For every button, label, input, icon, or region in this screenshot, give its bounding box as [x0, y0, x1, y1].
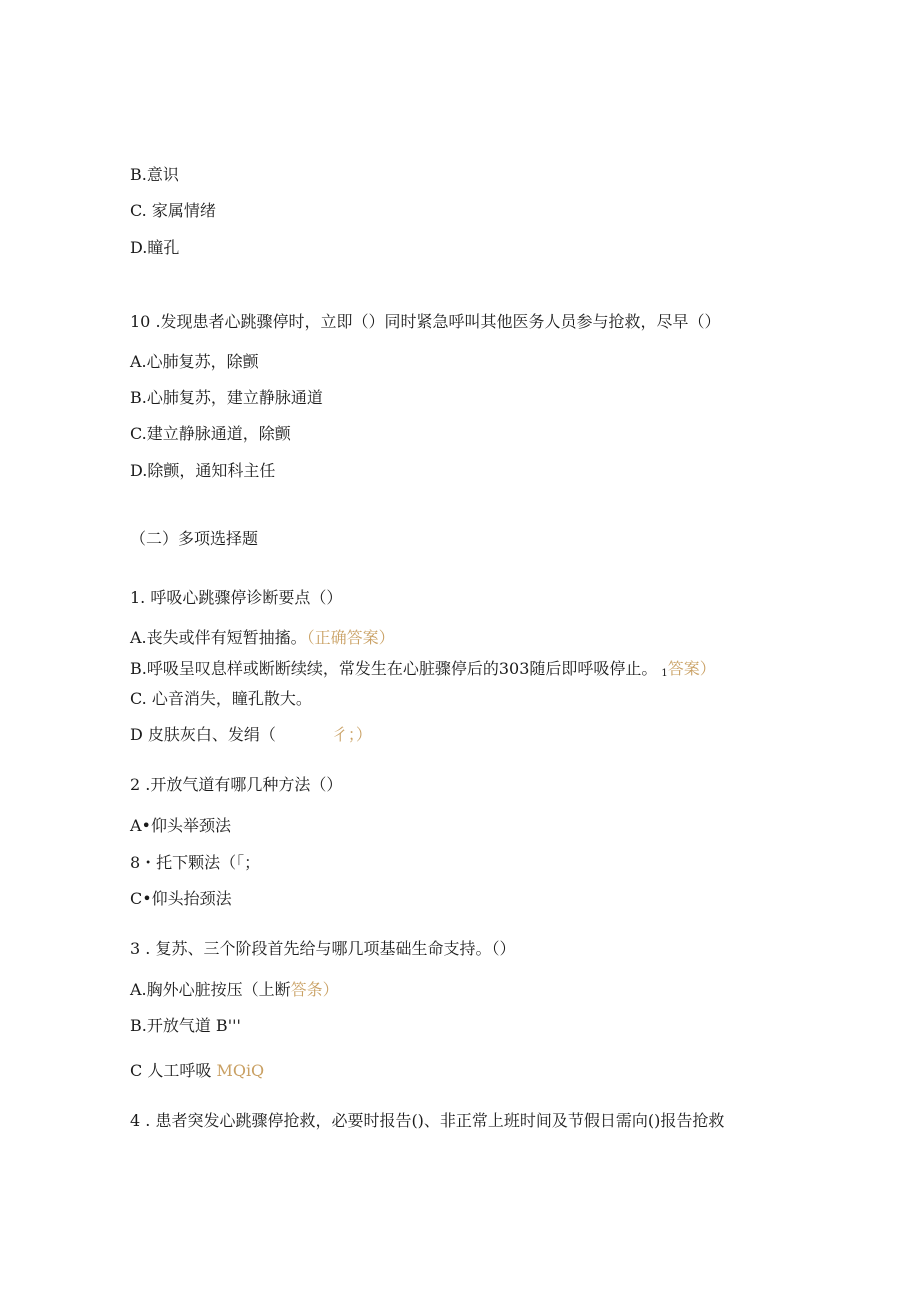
- m3-option-b: B.开放气道 B''': [130, 1016, 241, 1035]
- q9-option-d: D.瞳孔: [130, 238, 180, 257]
- m1-question: 1. 呼吸心跳骤停诊断要点（）: [130, 588, 343, 607]
- m2-question: 2 .开放气道有哪几种方法（）: [130, 775, 343, 794]
- m1-option-d-answer-mark: 彳；）: [331, 725, 372, 744]
- m3-option-a-answer-mark: 答条）: [290, 980, 339, 999]
- m1-option-a-text: A.丧失或伴有短暂抽搐。: [130, 628, 307, 647]
- m1-option-d-text: D 皮肤灰白、发绢（: [130, 725, 276, 744]
- q10-option-c: C.建立静脉通道，除颤: [130, 424, 291, 443]
- m1-option-b-subscript: 1: [661, 668, 668, 679]
- m3-option-c-text: C 人工呼吸: [130, 1061, 212, 1080]
- m2-option-b: 8・托下颗法（「；: [130, 853, 261, 872]
- m3-question: 3 . 复苏、三个阶段首先给与哪几项基础生命支持。（）: [130, 939, 516, 958]
- q9-option-c: C. 家属情绪: [130, 201, 216, 220]
- q9-option-b: B.意识: [130, 165, 179, 184]
- m1-option-d: [130, 725, 372, 745]
- m3-option-a-text: A.胸外心脏按压（上断: [130, 980, 291, 999]
- m3-option-c-answer-mark: MQiQ: [216, 1061, 265, 1080]
- m1-option-a: [130, 628, 395, 648]
- m1-option-b-answer-mark: 答案）: [667, 659, 716, 678]
- m2-option-a: A•仰头举颈法: [130, 816, 231, 835]
- m1-option-b-text: B.呼吸呈叹息样或断断续续，常发生在心脏骤停后的303随后即呼吸停止。: [130, 659, 658, 678]
- m1-option-b: [130, 659, 716, 684]
- q10-option-d: D.除颤，通知科主任: [130, 461, 276, 480]
- q10-question: 10 .发现患者心跳骤停时，立即（）同时紧急呼叫其他医务人员参与抢救，尽早（）: [130, 312, 721, 331]
- section-heading: （二）多项选择题: [130, 529, 259, 548]
- q10-option-b: B.心肺复苏，建立静脉通道: [130, 388, 323, 407]
- m1-option-a-answer-mark: （正确答案）: [306, 628, 395, 647]
- m3-option-a: [130, 980, 339, 1000]
- m2-option-c: C•仰头抬颈法: [130, 889, 232, 908]
- m3-option-c: [130, 1061, 264, 1081]
- q10-option-a: A.心肺复苏，除颤: [130, 352, 259, 371]
- m1-option-c: C. 心音消失，瞳孔散大。: [130, 689, 312, 708]
- m4-question: 4 . 患者突发心跳骤停抢救，必要时报告()、非正常上班时间及节假日需向()报告抢救: [130, 1111, 725, 1130]
